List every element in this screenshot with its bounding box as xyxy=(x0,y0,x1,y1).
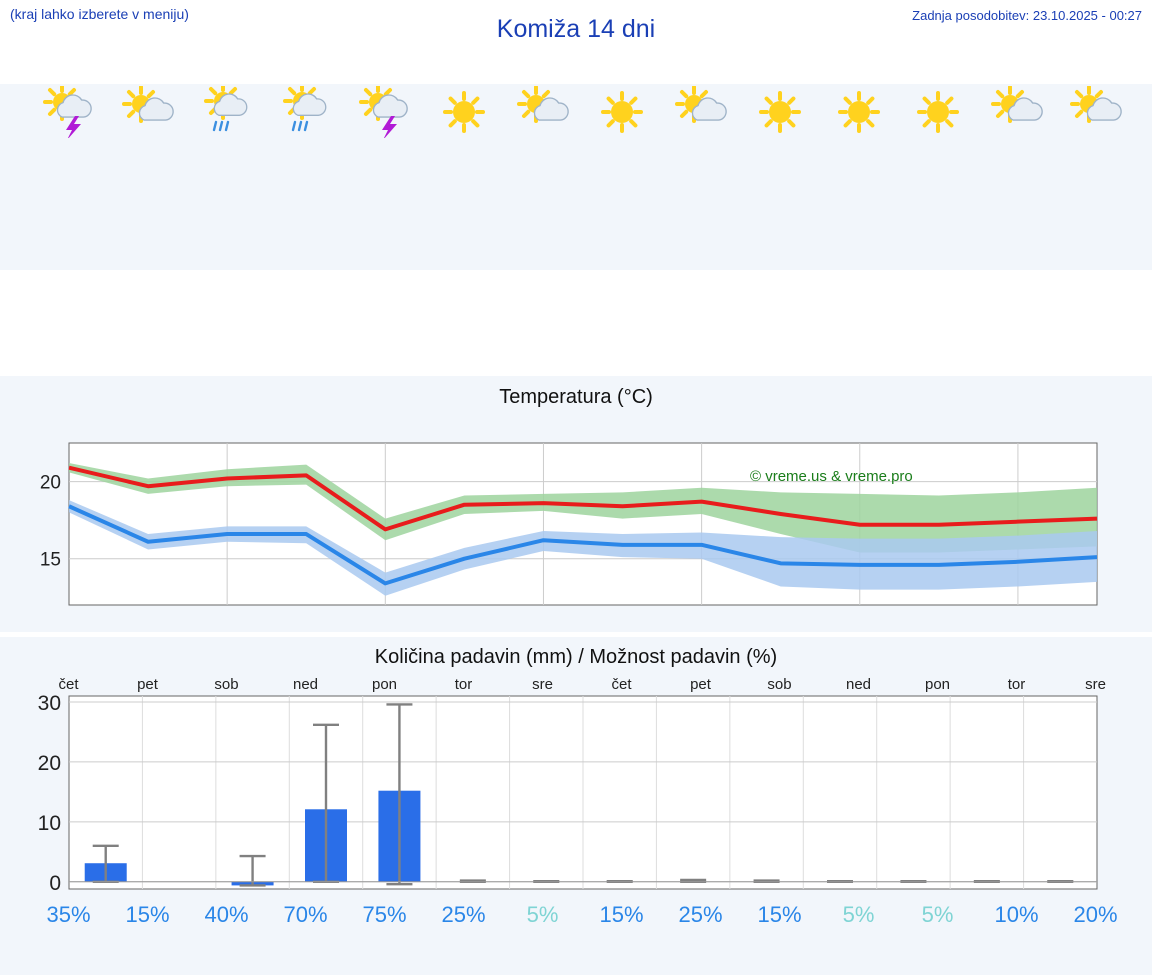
svg-text:20: 20 xyxy=(37,751,61,775)
svg-text:30: 30 xyxy=(37,691,61,715)
svg-text:20: 20 xyxy=(39,472,61,494)
precip-day-label: sob xyxy=(767,676,792,693)
precip-probability-label: 35% xyxy=(46,902,91,927)
sun-cloud-icon xyxy=(108,86,187,138)
precip-day-label: ned xyxy=(845,676,872,693)
sun-cloud-rain-icon xyxy=(266,86,345,138)
precip-day-label: pon xyxy=(371,676,398,693)
sun-cloud-icon xyxy=(503,86,582,138)
forecast-day-column[interactable] xyxy=(108,84,187,138)
forecast-day-column[interactable] xyxy=(977,84,1056,138)
forecast-day-column[interactable] xyxy=(187,84,266,138)
precip-day-label: sre xyxy=(532,676,553,693)
sun-cloud-thunder-icon xyxy=(29,86,108,138)
precip-probability-label: 10% xyxy=(994,902,1039,927)
forecast-day-column[interactable] xyxy=(266,84,345,138)
precip-day-label: čet xyxy=(58,676,79,693)
precip-probability-label: 15% xyxy=(125,902,170,927)
sun-cloud-rain-icon xyxy=(187,86,266,138)
forecast-day-column[interactable] xyxy=(898,84,977,138)
precip-probability-label: 25% xyxy=(441,902,486,927)
svg-text:0: 0 xyxy=(49,871,61,895)
precip-day-label: čet xyxy=(611,676,632,693)
forecast-day-column[interactable] xyxy=(819,84,898,138)
forecast-day-column[interactable] xyxy=(503,84,582,138)
precip-day-label: tor xyxy=(454,676,473,693)
precip-probability-label: 40% xyxy=(204,902,249,927)
precip-day-label: ned xyxy=(292,676,319,693)
forecast-day-column[interactable] xyxy=(29,84,108,138)
sun-cloud-icon xyxy=(1056,86,1135,138)
precip-probability-label: 25% xyxy=(678,902,723,927)
last-updated-label: Zadnja posodobitev: 23.10.2025 - 00:27 xyxy=(912,8,1142,23)
forecast-day-column[interactable] xyxy=(740,84,819,138)
precip-probability-label: 15% xyxy=(757,902,802,927)
precip-probability-label: 5% xyxy=(842,902,875,927)
svg-text:10: 10 xyxy=(37,811,61,835)
temperature-chart-title: Temperatura (°C) xyxy=(499,386,653,408)
sun-icon xyxy=(424,86,503,138)
temperature-chart xyxy=(0,409,1152,629)
svg-text:15: 15 xyxy=(39,549,61,571)
sun-icon xyxy=(819,86,898,138)
precipitation-chart xyxy=(0,669,1152,929)
precip-probability-label: 70% xyxy=(283,902,328,927)
sun-icon xyxy=(740,86,819,138)
precip-day-label: sre xyxy=(1085,676,1106,693)
temperature-chart-panel xyxy=(0,376,1152,632)
page-title: Komiža 14 dni xyxy=(496,15,656,43)
precip-probability-label: 75% xyxy=(362,902,407,927)
forecast-day-column[interactable] xyxy=(345,84,424,138)
precip-probability-label: 20% xyxy=(1073,902,1118,927)
precipitation-chart-title: Količina padavin (mm) / Možnost padavin (%) xyxy=(374,646,778,668)
precip-day-label: pon xyxy=(924,676,951,693)
sun-cloud-icon xyxy=(661,86,740,138)
region-note[interactable]: (kraj lahko izberete v meniju) xyxy=(10,6,189,22)
precip-probability-label: 5% xyxy=(921,902,954,927)
precip-day-label: sob xyxy=(214,676,239,693)
forecast-day-column[interactable] xyxy=(1056,84,1135,138)
sun-icon xyxy=(898,86,977,138)
precip-day-label: pet xyxy=(690,676,711,693)
precip-probability-label: 5% xyxy=(526,902,559,927)
forecast-day-strip xyxy=(0,84,1152,270)
sun-cloud-thunder-icon xyxy=(345,86,424,138)
forecast-day-column[interactable] xyxy=(424,84,503,138)
forecast-day-column[interactable] xyxy=(661,84,740,138)
copyright-label: © vreme.us & vreme.pro xyxy=(750,468,913,485)
sun-icon xyxy=(582,86,661,138)
page-header xyxy=(0,0,1152,60)
precip-day-label: tor xyxy=(1007,676,1026,693)
precip-day-label: pet xyxy=(137,676,158,693)
sun-cloud-icon xyxy=(977,86,1056,138)
precip-probability-label: 15% xyxy=(599,902,644,927)
forecast-day-column[interactable] xyxy=(582,84,661,138)
